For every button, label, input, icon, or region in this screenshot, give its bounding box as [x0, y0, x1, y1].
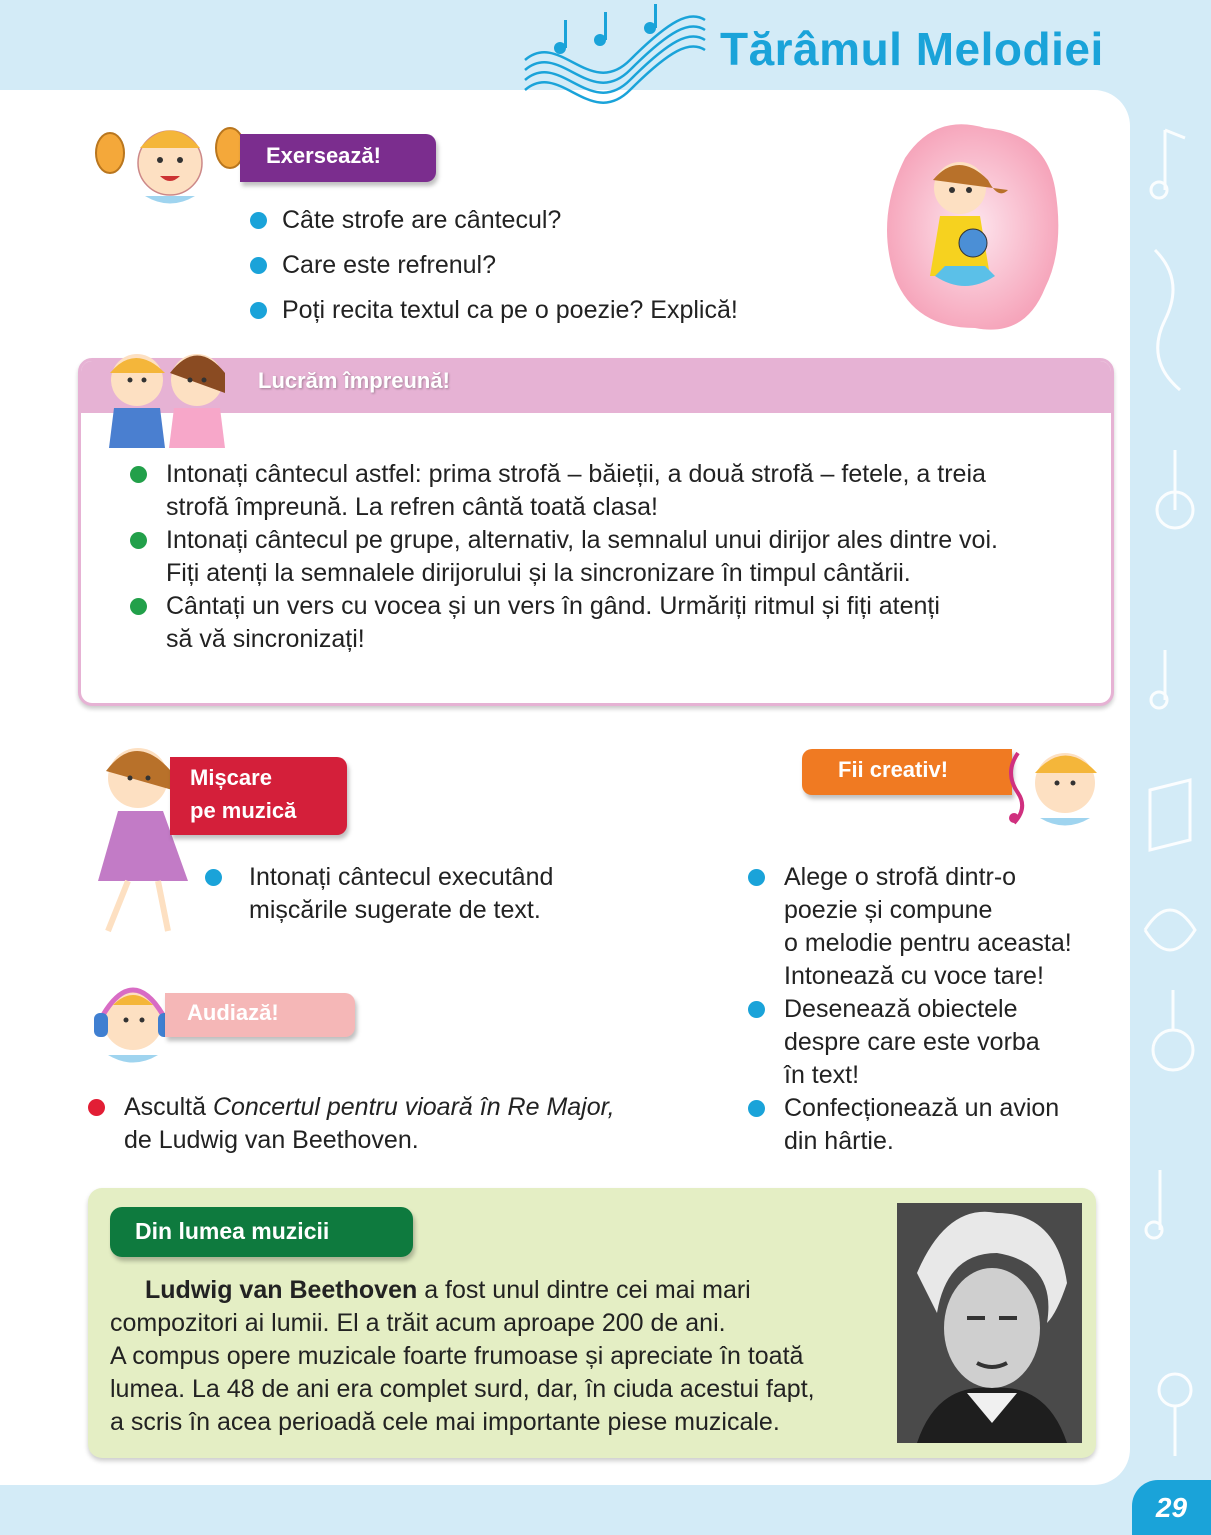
- exerseaza-label: Exersează!: [240, 134, 436, 182]
- bullet-dot: [205, 869, 222, 886]
- boy-with-maracas-illustration: [90, 118, 250, 208]
- list-item: Intonați cântecul executând mișcările sugerate de text.: [205, 861, 665, 927]
- list-item: Desenează obiectele despre care este vorba în text!: [748, 993, 1128, 1092]
- exerseaza-list: [250, 204, 850, 339]
- bullet-dot: [130, 466, 147, 483]
- list-item: Poți recita textul ca pe o poezie? Explică!: [250, 294, 850, 327]
- bullet-dot: [88, 1099, 105, 1116]
- girl-embroidering-illustration: [885, 118, 1060, 333]
- list-item: Alege o strofă dintr-o poezie și compune o melodie pentru aceasta! Intonează cu voce tare!: [748, 861, 1128, 993]
- bullet-dot: [748, 1001, 765, 1018]
- miscare-label: Mișcare pe muzică: [170, 757, 347, 835]
- lucram-label: Lucrăm împreună!: [258, 368, 450, 393]
- list-item: Intonați cântecul pe grupe, alternativ, la semnalul unui dirijor ales dintre voi. Fiți atenți la semnalele dirijorului și la sincronizare în timpul cântării.: [130, 524, 1100, 590]
- two-kids-illustration: [92, 338, 242, 448]
- music-staff-decoration: [520, 0, 710, 110]
- bullet-dot: [250, 212, 267, 229]
- list-item: Confecționează un avion din hârtie.: [748, 1092, 1128, 1158]
- creativ-list: [748, 861, 1128, 1158]
- din-lumea-label: Din lumea muzicii: [110, 1207, 413, 1257]
- list-item: Ascultă Concertul pentru vioară în Re Major, de Ludwig van Beethoven.: [88, 1091, 688, 1157]
- bullet-dot: [748, 869, 765, 886]
- bullet-dot: [250, 257, 267, 274]
- music-doodles-decoration: [1135, 90, 1211, 1480]
- list-item: Cântați un vers cu vocea și un vers în gând. Urmăriți ritmul și fiți atenți să vă sincronizați!: [130, 590, 1100, 656]
- list-item: Câte strofe are cântecul?: [250, 204, 850, 237]
- page-title: Tărâmul Melodiei: [720, 23, 1104, 75]
- audiaza-label: Audiază!: [165, 993, 355, 1037]
- creativ-label: Fii creativ!: [802, 749, 1012, 795]
- kid-with-treble-clef-illustration: [1000, 738, 1110, 833]
- audiaza-list: [88, 1091, 688, 1157]
- bullet-dot: [748, 1100, 765, 1117]
- list-item: Intonați cântecul astfel: prima strofă – băieții, a două strofă – fetele, a treia strofă împreună. La refren cântă toată clasa!: [130, 458, 1100, 524]
- bullet-dot: [250, 302, 267, 319]
- lucram-list: [130, 458, 1100, 656]
- bullet-dot: [130, 598, 147, 615]
- miscare-list: [205, 861, 665, 927]
- list-item: Care este refrenul?: [250, 249, 850, 282]
- din-lumea-text: Ludwig van Beethoven a fost unul dintre cei mai mari compozitori ai lumii. El a trăit acum aproape 200 de ani. A compus opere muzicale foarte frumoase și apreciate în toată lumea. La 48 de ani era complet surd, dar, în ciuda acestui fapt, a scris în acea perioadă cele mai importante piese muzicale.: [110, 1276, 815, 1436]
- page-number: 29: [1132, 1480, 1211, 1535]
- bullet-dot: [130, 532, 147, 549]
- beethoven-portrait: [897, 1203, 1082, 1443]
